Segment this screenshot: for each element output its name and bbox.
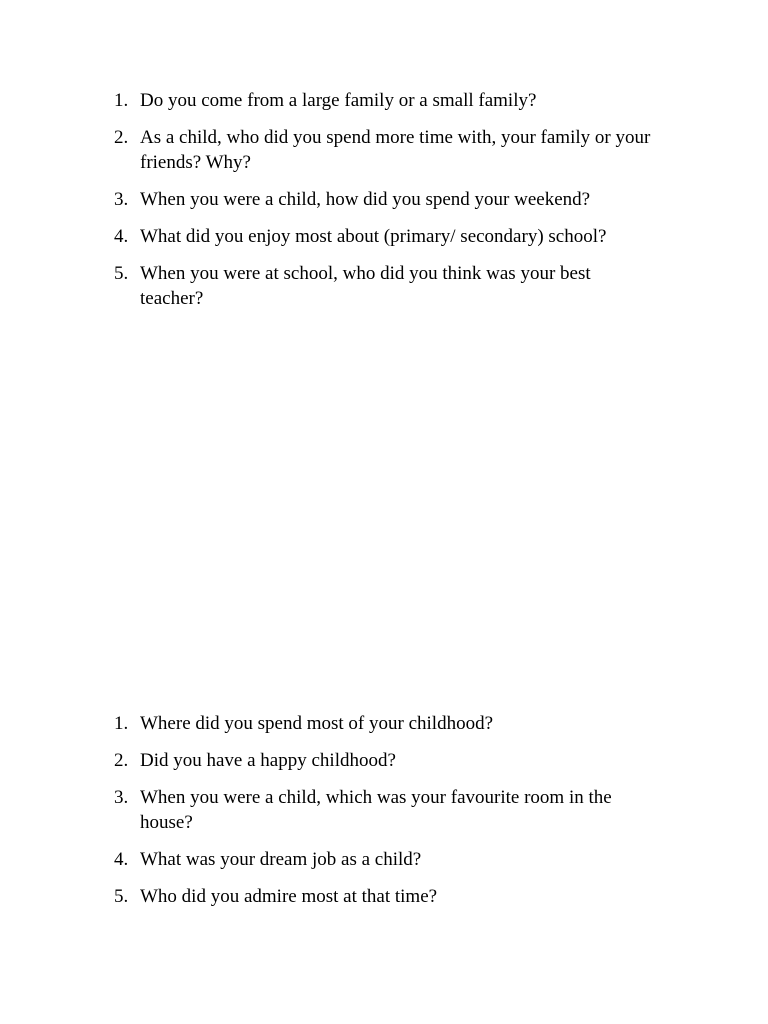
question-item [114,785,654,835]
question-number: 1. [114,90,129,111]
question-item [114,748,654,773]
question-list-two [114,711,654,921]
question-number: 2. [114,750,129,771]
question-text: What did you enjoy most about (primary/ secondary) school? [140,226,607,247]
question-text: When you were at school, who did you think was your best teacher? [140,263,591,309]
question-number: 4. [114,849,129,870]
question-text: What was your dream job as a child? [140,849,422,870]
question-number: 5. [114,886,129,907]
question-list-one [114,88,654,323]
question-number: 3. [114,189,129,210]
question-text: When you were a child, how did you spend your weekend? [140,189,591,210]
question-number: 3. [114,787,129,808]
question-number: 1. [114,713,129,734]
question-text: Did you have a happy childhood? [140,750,396,771]
question-item [114,224,654,249]
question-item [114,88,654,113]
question-text: Do you come from a large family or a small family? [140,90,537,111]
question-item [114,261,654,311]
question-number: 2. [114,127,129,148]
question-item [114,847,654,872]
question-text: As a child, who did you spend more time with, your family or your friends? Why? [140,127,651,173]
question-item [114,187,654,212]
question-text: Who did you admire most at that time? [140,886,438,907]
question-text: Where did you spend most of your childhood? [140,713,494,734]
question-item [114,125,654,175]
question-item [114,884,654,909]
question-number: 4. [114,226,129,247]
question-number: 5. [114,263,129,284]
question-item [114,711,654,736]
question-text: When you were a child, which was your favourite room in the house? [140,787,612,833]
